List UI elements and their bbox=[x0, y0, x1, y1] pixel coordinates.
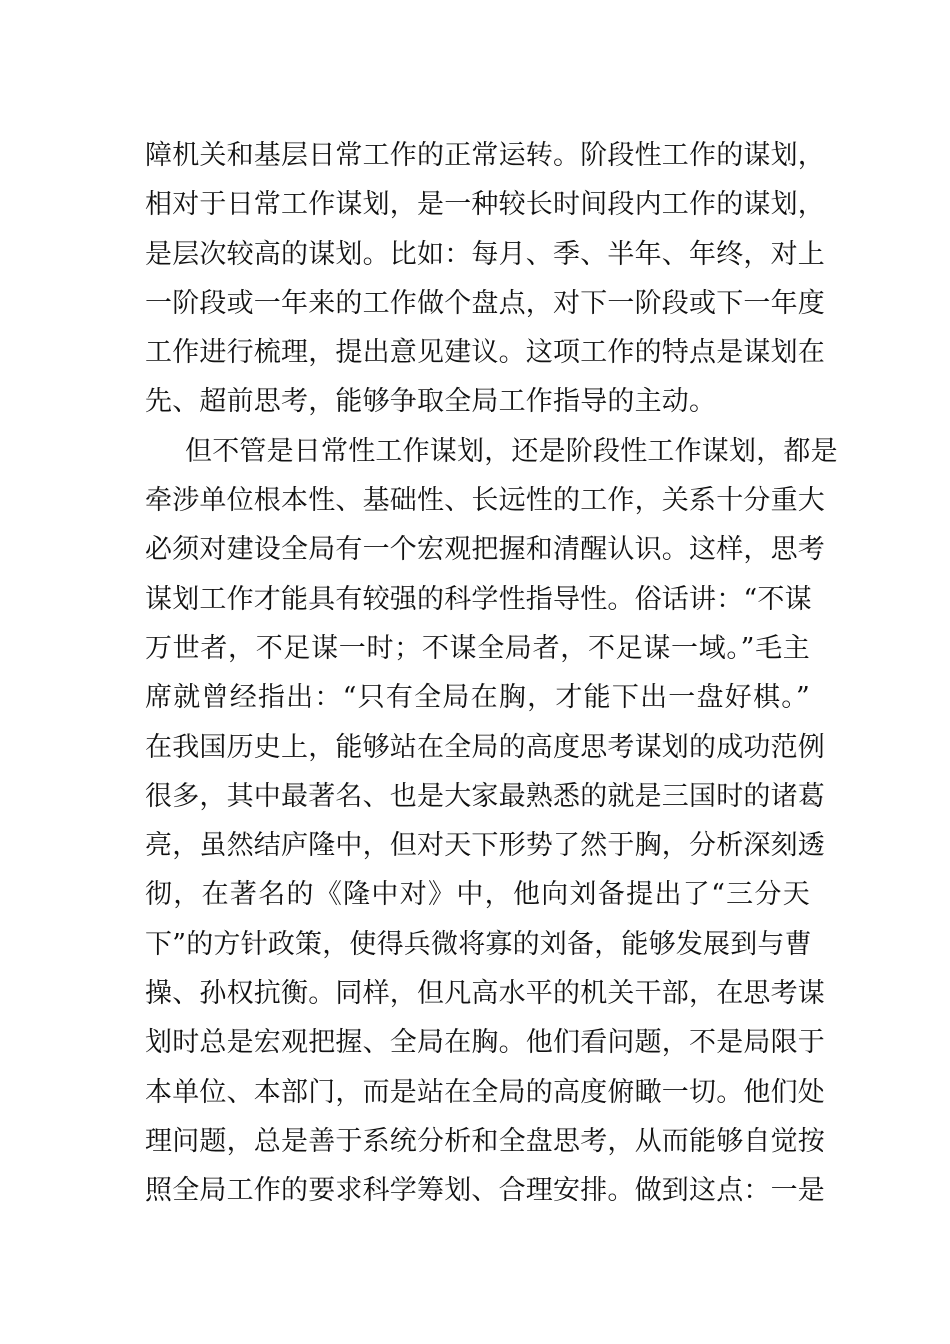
text-line: 牵涉单位根本性、基础性、长远性的工作，关系十分重大 bbox=[145, 485, 825, 517]
text-line: 操、孙权抗衡。同样，但凡高水平的机关干部，在思考谋 bbox=[145, 978, 825, 1010]
text-line: 划时总是宏观把握、全局在胸。他们看问题，不是局限于 bbox=[145, 1027, 825, 1059]
text-line: 在我国历史上，能够站在全局的高度思考谋划的成功范例 bbox=[145, 731, 825, 763]
text-line: 障机关和基层日常工作的正常运转。阶段性工作的谋划， bbox=[145, 140, 825, 171]
text-line: 工作进行梳理，提出意见建议。这项工作的特点是谋划在 bbox=[145, 337, 825, 369]
text-line: 席就曾经指出：“只有全局在胸，才能下出一盘好棋。” bbox=[145, 682, 810, 714]
paragraph-first-line: 但不管是日常性工作谋划，还是阶段性工作谋划，都是 bbox=[185, 435, 838, 467]
text-line: 很多，其中最著名、也是大家最熟悉的就是三国时的诸葛 bbox=[145, 780, 825, 812]
text-line: 相对于日常工作谋划，是一种较长时间段内工作的谋划， bbox=[145, 189, 825, 221]
text-line: 彻，在著名的《隆中对》中，他向刘备提出了“三分天 bbox=[145, 879, 810, 911]
text-line: 照全局工作的要求科学筹划、合理安排。做到这点：一是 bbox=[145, 1175, 825, 1207]
text-line: 万世者，不足谋一时；不谋全局者，不足谋一域。”毛主 bbox=[145, 632, 810, 664]
text-line: 谋划工作才能具有较强的科学性指导性。俗话讲：“不谋 bbox=[145, 583, 812, 615]
text-line: 亮，虽然结庐隆中，但对天下形势了然于胸，分析深刻透 bbox=[145, 830, 825, 862]
text-line: 是层次较高的谋划。比如：每月、季、半年、年终，对上 bbox=[145, 238, 825, 270]
text-line: 本单位、本部门，而是站在全局的高度俯瞰一切。他们处 bbox=[145, 1076, 825, 1108]
body-text bbox=[145, 131, 838, 1216]
text-line: 一阶段或一年来的工作做个盘点，对下一阶段或下一年度 bbox=[145, 287, 825, 319]
text-line: 先、超前思考，能够争取全局工作指导的主动。 bbox=[145, 386, 717, 418]
text-line: 理问题，总是善于系统分析和全盘思考，从而能够自觉按 bbox=[145, 1125, 825, 1157]
text-line: 必须对建设全局有一个宏观把握和清醒认识。这样，思考 bbox=[145, 534, 825, 566]
text-line: 下”的方针政策，使得兵微将寡的刘备，能够发展到与曹 bbox=[145, 928, 812, 960]
